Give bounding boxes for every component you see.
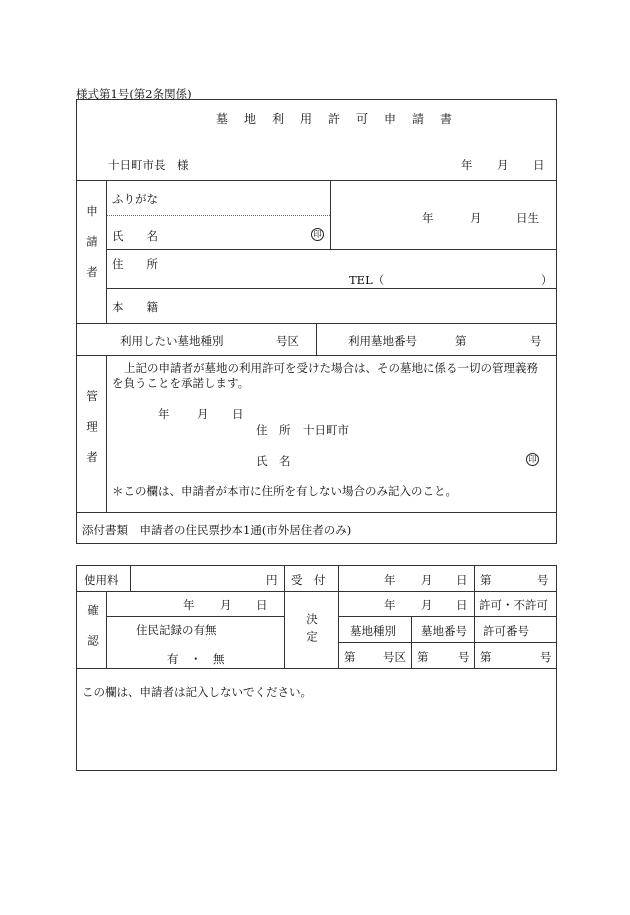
divider (76, 668, 557, 669)
divider (76, 355, 557, 356)
form-label: 様式第1号(第2条関係) (76, 87, 192, 101)
attachment-note: 添付書類 申請者の住民票抄本1通(市外居住者のみ) (82, 523, 352, 537)
confirm-year: 年 (183, 598, 195, 612)
divider (106, 616, 284, 617)
divider (316, 323, 317, 355)
col-permit-number: 許可番号 (483, 624, 529, 638)
number-go: 号 (458, 650, 470, 664)
go-label: 号 (530, 334, 542, 348)
cemetery-number-label: 利用墓地番号 (348, 334, 417, 348)
divider (106, 288, 557, 289)
reception-day: 日 (456, 573, 468, 587)
manager-statement-line1: 上記の申請者が墓地の利用許可を受けた場合は、その墓地に係る一切の管理義務 (124, 361, 538, 375)
divider (76, 591, 557, 592)
divider (76, 512, 557, 513)
honseki-label: 本 籍 (112, 300, 158, 314)
decision-year: 年 (384, 598, 396, 612)
manager-section-label: 管理者 (85, 390, 99, 482)
divider (474, 616, 475, 668)
divider (411, 616, 412, 668)
divider (338, 565, 339, 668)
yen-label: 円 (266, 573, 278, 587)
reception-year: 年 (384, 573, 396, 587)
addressee: 十日町市長 様 (108, 158, 189, 172)
divider (76, 180, 557, 181)
type-ward: 号区 (383, 650, 406, 664)
divider (106, 355, 107, 512)
manager-seal-icon: 印 (526, 453, 539, 466)
reception-go: 号 (537, 573, 549, 587)
divider (474, 565, 475, 617)
confirm-month: 月 (220, 598, 232, 612)
tel-label: TEL（ (349, 273, 385, 287)
manager-date-year: 年 (158, 407, 170, 421)
cemetery-type-label: 利用したい墓地種別 (120, 334, 224, 348)
decision-month: 月 (421, 598, 433, 612)
decision-label: 決定 (305, 613, 319, 648)
permit-label: 許可・不許可 (479, 598, 548, 612)
divider (330, 180, 331, 249)
form-title: 墓地利用許可申請書 (216, 112, 469, 126)
permit-dai: 第 (480, 650, 492, 664)
decision-day: 日 (456, 598, 468, 612)
col-cemetery-type: 墓地種別 (350, 624, 396, 638)
applicant-address-label: 住 所 (112, 257, 158, 271)
applicant-section-label: 申請者 (85, 205, 99, 297)
divider (284, 565, 285, 668)
manager-city: 十日町市 (303, 423, 349, 437)
applicant-seal-icon: 印 (311, 228, 324, 241)
office-note: この欄は、申請者は記入しないでください。 (82, 685, 312, 699)
yes-no-label: 有 ・ 無 (167, 652, 225, 666)
manager-statement-line2: を負うことを承諾します。 (112, 376, 250, 390)
resident-record-label: 住民記録の有無 (136, 623, 217, 637)
ward-label: 号区 (276, 334, 299, 348)
divider (338, 616, 557, 617)
manager-address-label: 住 所 (256, 423, 291, 437)
dotted-divider (106, 215, 330, 216)
divider (106, 591, 107, 668)
reception-label: 受 付 (291, 573, 326, 587)
applicant-name-label: 氏 名 (112, 229, 158, 243)
col-cemetery-number: 墓地番号 (421, 624, 467, 638)
furigana-label: ふりがな (112, 192, 158, 206)
fee-label: 使用料 (84, 573, 119, 587)
confirm-day: 日 (256, 598, 268, 612)
manager-date-month: 月 (197, 407, 209, 421)
manager-note: ＊この欄は、申請者が本市に住所を有しない場合のみ記入のこと。 (112, 484, 457, 498)
divider (130, 565, 131, 591)
birth-year: 年 (422, 211, 434, 225)
manager-date-day: 日 (232, 407, 244, 421)
manager-name-label: 氏 名 (256, 454, 291, 468)
permit-go: 号 (540, 650, 552, 664)
reception-dai: 第 (480, 573, 492, 587)
birth-day: 日生 (516, 211, 539, 225)
divider (338, 642, 557, 643)
confirm-label: 確認 (86, 604, 100, 665)
birth-month: 月 (470, 211, 482, 225)
date-year: 年 (461, 158, 473, 172)
date-day: 日 (533, 158, 545, 172)
dai-label: 第 (455, 334, 467, 348)
divider (106, 180, 107, 323)
type-dai: 第 (344, 650, 356, 664)
divider (106, 249, 557, 250)
date-month: 月 (497, 158, 509, 172)
reception-month: 月 (421, 573, 433, 587)
number-dai: 第 (417, 650, 429, 664)
tel-close: ） (541, 273, 553, 287)
